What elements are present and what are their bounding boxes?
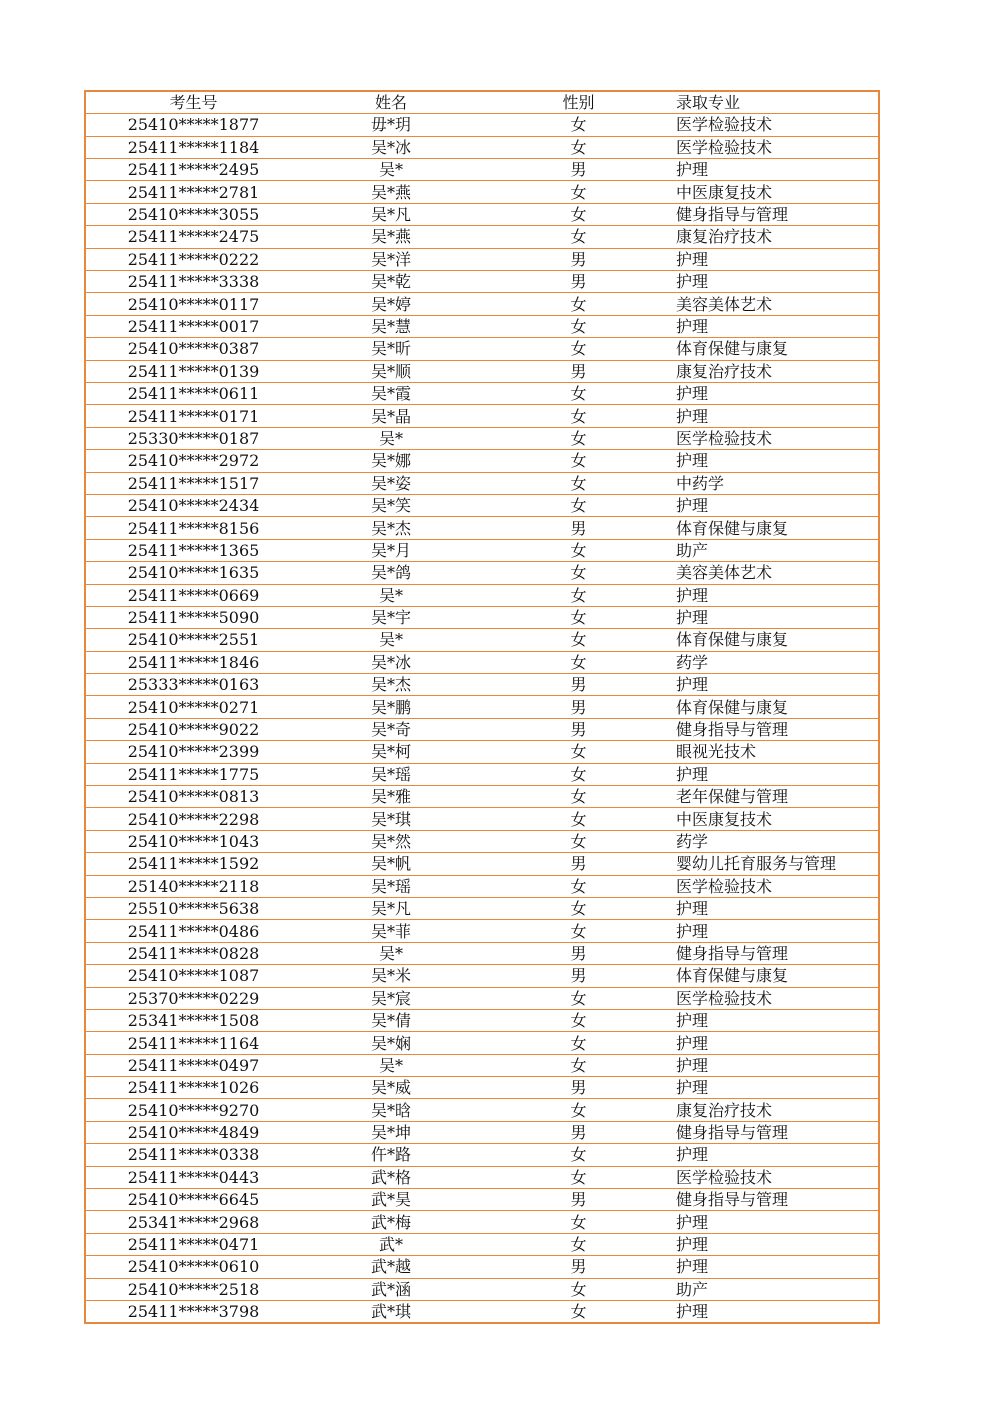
cell-major: 助产 xyxy=(676,539,879,561)
cell-sex: 女 xyxy=(481,1054,676,1076)
cell-student-id: 25411*****2475 xyxy=(85,226,301,248)
cell-name: 吴*倩 xyxy=(301,1009,481,1031)
cell-major: 体育保健与康复 xyxy=(676,965,879,987)
cell-name: 吴* xyxy=(301,584,481,606)
cell-sex: 男 xyxy=(481,248,676,270)
cell-sex: 男 xyxy=(481,517,676,539)
cell-student-id: 25410*****1043 xyxy=(85,830,301,852)
cell-sex: 男 xyxy=(481,1256,676,1278)
cell-student-id: 25411*****1365 xyxy=(85,539,301,561)
table-row xyxy=(85,763,879,785)
cell-student-id: 25411*****5090 xyxy=(85,606,301,628)
cell-sex: 男 xyxy=(481,271,676,293)
cell-name: 武*格 xyxy=(301,1166,481,1188)
table-row xyxy=(85,741,879,763)
header-student-id: 考生号 xyxy=(85,91,301,114)
header-sex: 性别 xyxy=(481,91,676,114)
cell-name: 吴*坤 xyxy=(301,1121,481,1143)
cell-student-id: 25411*****0017 xyxy=(85,315,301,337)
cell-sex: 女 xyxy=(481,472,676,494)
cell-name: 吴*帆 xyxy=(301,853,481,875)
cell-major: 护理 xyxy=(676,450,879,472)
cell-name: 武*越 xyxy=(301,1256,481,1278)
cell-name: 吴* xyxy=(301,942,481,964)
table-row xyxy=(85,1009,879,1031)
cell-sex: 女 xyxy=(481,606,676,628)
cell-sex: 女 xyxy=(481,450,676,472)
cell-major: 护理 xyxy=(676,494,879,516)
cell-major: 医学检验技术 xyxy=(676,136,879,158)
cell-sex: 女 xyxy=(481,539,676,561)
table-row xyxy=(85,1233,879,1255)
table-row xyxy=(85,1211,879,1233)
table-row xyxy=(85,1189,879,1211)
cell-major: 健身指导与管理 xyxy=(676,1189,879,1211)
cell-student-id: 25333*****0163 xyxy=(85,674,301,696)
cell-major: 药学 xyxy=(676,651,879,673)
cell-major: 护理 xyxy=(676,1077,879,1099)
cell-major: 健身指导与管理 xyxy=(676,942,879,964)
cell-major: 中医康复技术 xyxy=(676,181,879,203)
cell-sex: 女 xyxy=(481,920,676,942)
cell-sex: 女 xyxy=(481,226,676,248)
cell-sex: 女 xyxy=(481,114,676,136)
cell-sex: 男 xyxy=(481,674,676,696)
table-row xyxy=(85,136,879,158)
cell-name: 吴*宇 xyxy=(301,606,481,628)
table-row xyxy=(85,1166,879,1188)
cell-sex: 女 xyxy=(481,136,676,158)
cell-major: 美容美体艺术 xyxy=(676,293,879,315)
cell-name: 吴*姿 xyxy=(301,472,481,494)
cell-student-id: 25410*****2551 xyxy=(85,629,301,651)
table-row xyxy=(85,562,879,584)
cell-name: 吴*柯 xyxy=(301,741,481,763)
cell-major: 医学检验技术 xyxy=(676,1166,879,1188)
cell-name: 吴*菲 xyxy=(301,920,481,942)
cell-major: 助产 xyxy=(676,1278,879,1300)
table-row xyxy=(85,181,879,203)
cell-major: 中药学 xyxy=(676,472,879,494)
table-row xyxy=(85,875,879,897)
cell-major: 康复治疗技术 xyxy=(676,360,879,382)
cell-major: 康复治疗技术 xyxy=(676,1099,879,1121)
cell-student-id: 25411*****3338 xyxy=(85,271,301,293)
cell-major: 护理 xyxy=(676,763,879,785)
cell-student-id: 25410*****2518 xyxy=(85,1278,301,1300)
cell-major: 健身指导与管理 xyxy=(676,718,879,740)
cell-sex: 女 xyxy=(481,830,676,852)
cell-sex: 女 xyxy=(481,786,676,808)
cell-name: 武* xyxy=(301,1233,481,1255)
cell-major: 体育保健与康复 xyxy=(676,629,879,651)
cell-name: 吴*婷 xyxy=(301,293,481,315)
cell-name: 吴* xyxy=(301,629,481,651)
table-row xyxy=(85,1144,879,1166)
table-row xyxy=(85,629,879,651)
cell-name: 吴*威 xyxy=(301,1077,481,1099)
cell-major: 医学检验技术 xyxy=(676,987,879,1009)
cell-sex: 女 xyxy=(481,1211,676,1233)
cell-major: 护理 xyxy=(676,1009,879,1031)
cell-student-id: 25410*****3055 xyxy=(85,203,301,225)
table-row xyxy=(85,1301,879,1324)
cell-name: 吴*慧 xyxy=(301,315,481,337)
table-row xyxy=(85,338,879,360)
table-row xyxy=(85,114,879,136)
cell-name: 吴*米 xyxy=(301,965,481,987)
cell-name: 吴*月 xyxy=(301,539,481,561)
cell-student-id: 25410*****1087 xyxy=(85,965,301,987)
cell-major: 护理 xyxy=(676,1301,879,1324)
cell-name: 吴*娜 xyxy=(301,450,481,472)
cell-student-id: 25411*****8156 xyxy=(85,517,301,539)
cell-name: 吴*雅 xyxy=(301,786,481,808)
admission-table xyxy=(84,90,880,1324)
cell-name: 吴*燕 xyxy=(301,181,481,203)
cell-major: 医学检验技术 xyxy=(676,875,879,897)
cell-student-id: 25410*****2972 xyxy=(85,450,301,472)
cell-sex: 女 xyxy=(481,897,676,919)
cell-student-id: 25411*****2495 xyxy=(85,159,301,181)
cell-sex: 女 xyxy=(481,203,676,225)
table-row xyxy=(85,808,879,830)
cell-name: 吴*顺 xyxy=(301,360,481,382)
table-row xyxy=(85,674,879,696)
cell-sex: 女 xyxy=(481,987,676,1009)
cell-major: 护理 xyxy=(676,382,879,404)
table-row xyxy=(85,830,879,852)
cell-student-id: 25411*****1517 xyxy=(85,472,301,494)
table-row xyxy=(85,427,879,449)
cell-major: 护理 xyxy=(676,271,879,293)
cell-name: 仵*路 xyxy=(301,1144,481,1166)
cell-sex: 女 xyxy=(481,315,676,337)
cell-major: 护理 xyxy=(676,405,879,427)
cell-major: 医学检验技术 xyxy=(676,427,879,449)
table-row xyxy=(85,853,879,875)
cell-major: 健身指导与管理 xyxy=(676,203,879,225)
cell-major: 护理 xyxy=(676,1032,879,1054)
table-row xyxy=(85,942,879,964)
cell-name: 吴*奇 xyxy=(301,718,481,740)
cell-name: 吴*笑 xyxy=(301,494,481,516)
cell-name: 毋*玥 xyxy=(301,114,481,136)
cell-name: 吴*宸 xyxy=(301,987,481,1009)
cell-student-id: 25370*****0229 xyxy=(85,987,301,1009)
cell-name: 吴*然 xyxy=(301,830,481,852)
cell-sex: 男 xyxy=(481,853,676,875)
cell-sex: 女 xyxy=(481,875,676,897)
cell-sex: 女 xyxy=(481,494,676,516)
cell-sex: 女 xyxy=(481,1278,676,1300)
cell-sex: 女 xyxy=(481,741,676,763)
cell-sex: 女 xyxy=(481,382,676,404)
cell-name: 武*昊 xyxy=(301,1189,481,1211)
cell-major: 护理 xyxy=(676,1233,879,1255)
cell-major: 体育保健与康复 xyxy=(676,338,879,360)
cell-major: 体育保健与康复 xyxy=(676,517,879,539)
cell-student-id: 25410*****0387 xyxy=(85,338,301,360)
table-row xyxy=(85,360,879,382)
cell-student-id: 25411*****1775 xyxy=(85,763,301,785)
cell-major: 护理 xyxy=(676,248,879,270)
cell-student-id: 25411*****3798 xyxy=(85,1301,301,1324)
table-row xyxy=(85,315,879,337)
cell-student-id: 25510*****5638 xyxy=(85,897,301,919)
admission-table-sheet xyxy=(84,90,876,1324)
cell-major: 康复治疗技术 xyxy=(676,226,879,248)
cell-student-id: 25410*****2434 xyxy=(85,494,301,516)
table-row xyxy=(85,584,879,606)
cell-major: 健身指导与管理 xyxy=(676,1121,879,1143)
table-row xyxy=(85,450,879,472)
cell-student-id: 25411*****0338 xyxy=(85,1144,301,1166)
cell-major: 护理 xyxy=(676,159,879,181)
table-row xyxy=(85,718,879,740)
cell-sex: 女 xyxy=(481,651,676,673)
cell-student-id: 25410*****9270 xyxy=(85,1099,301,1121)
cell-major: 护理 xyxy=(676,1054,879,1076)
cell-student-id: 25411*****0471 xyxy=(85,1233,301,1255)
cell-major: 护理 xyxy=(676,920,879,942)
cell-student-id: 25410*****2298 xyxy=(85,808,301,830)
table-row xyxy=(85,472,879,494)
cell-student-id: 25410*****1877 xyxy=(85,114,301,136)
cell-sex: 女 xyxy=(481,338,676,360)
table-row xyxy=(85,382,879,404)
table-row xyxy=(85,920,879,942)
cell-student-id: 25411*****0486 xyxy=(85,920,301,942)
cell-sex: 女 xyxy=(481,181,676,203)
cell-student-id: 25410*****0117 xyxy=(85,293,301,315)
cell-major: 护理 xyxy=(676,606,879,628)
table-row xyxy=(85,606,879,628)
cell-sex: 女 xyxy=(481,1233,676,1255)
table-row xyxy=(85,405,879,427)
cell-name: 吴*娴 xyxy=(301,1032,481,1054)
cell-name: 吴*晗 xyxy=(301,1099,481,1121)
cell-sex: 男 xyxy=(481,718,676,740)
cell-major: 护理 xyxy=(676,1144,879,1166)
cell-name: 吴*冰 xyxy=(301,651,481,673)
cell-student-id: 25411*****0669 xyxy=(85,584,301,606)
cell-name: 吴*昕 xyxy=(301,338,481,360)
cell-sex: 男 xyxy=(481,965,676,987)
cell-major: 中医康复技术 xyxy=(676,808,879,830)
table-row xyxy=(85,517,879,539)
cell-student-id: 25411*****1184 xyxy=(85,136,301,158)
cell-student-id: 25410*****9022 xyxy=(85,718,301,740)
table-row xyxy=(85,696,879,718)
table-row xyxy=(85,965,879,987)
cell-sex: 男 xyxy=(481,942,676,964)
cell-student-id: 25341*****2968 xyxy=(85,1211,301,1233)
cell-student-id: 25410*****0610 xyxy=(85,1256,301,1278)
cell-major: 医学检验技术 xyxy=(676,114,879,136)
cell-name: 吴*瑶 xyxy=(301,763,481,785)
cell-sex: 男 xyxy=(481,159,676,181)
cell-sex: 女 xyxy=(481,1301,676,1324)
cell-sex: 女 xyxy=(481,584,676,606)
cell-major: 护理 xyxy=(676,315,879,337)
table-row xyxy=(85,539,879,561)
cell-student-id: 25411*****0222 xyxy=(85,248,301,270)
cell-major: 老年保健与管理 xyxy=(676,786,879,808)
table-row xyxy=(85,1121,879,1143)
table-header-row xyxy=(85,91,879,114)
cell-sex: 男 xyxy=(481,1121,676,1143)
table-row xyxy=(85,226,879,248)
cell-name: 吴*琪 xyxy=(301,808,481,830)
cell-sex: 女 xyxy=(481,405,676,427)
cell-sex: 女 xyxy=(481,293,676,315)
cell-student-id: 25341*****1508 xyxy=(85,1009,301,1031)
cell-name: 吴*杰 xyxy=(301,517,481,539)
table-row xyxy=(85,159,879,181)
cell-student-id: 25411*****0139 xyxy=(85,360,301,382)
cell-student-id: 25410*****1635 xyxy=(85,562,301,584)
cell-student-id: 25410*****4849 xyxy=(85,1121,301,1143)
table-row xyxy=(85,987,879,1009)
cell-name: 吴* xyxy=(301,159,481,181)
table-row xyxy=(85,786,879,808)
cell-sex: 女 xyxy=(481,763,676,785)
cell-student-id: 25330*****0187 xyxy=(85,427,301,449)
cell-student-id: 25410*****2399 xyxy=(85,741,301,763)
cell-major: 护理 xyxy=(676,584,879,606)
cell-student-id: 25410*****0813 xyxy=(85,786,301,808)
header-major-label: 录取专业 xyxy=(676,93,741,113)
cell-name: 吴*瑶 xyxy=(301,875,481,897)
table-row xyxy=(85,1054,879,1076)
table-row xyxy=(85,494,879,516)
cell-student-id: 25411*****1592 xyxy=(85,853,301,875)
header-name: 姓名 xyxy=(301,91,481,114)
cell-major: 眼视光技术 xyxy=(676,741,879,763)
cell-major: 美容美体艺术 xyxy=(676,562,879,584)
table-row xyxy=(85,1099,879,1121)
cell-name: 武*琪 xyxy=(301,1301,481,1324)
cell-major: 婴幼儿托育服务与管理 xyxy=(676,853,879,875)
cell-student-id: 25411*****1164 xyxy=(85,1032,301,1054)
table-row xyxy=(85,203,879,225)
cell-sex: 女 xyxy=(481,1009,676,1031)
cell-name: 武*涵 xyxy=(301,1278,481,1300)
cell-student-id: 25411*****0828 xyxy=(85,942,301,964)
cell-name: 吴*乾 xyxy=(301,271,481,293)
table-row xyxy=(85,248,879,270)
cell-name: 吴*洋 xyxy=(301,248,481,270)
cell-name: 吴* xyxy=(301,427,481,449)
cell-sex: 女 xyxy=(481,1032,676,1054)
cell-student-id: 25411*****0611 xyxy=(85,382,301,404)
cell-name: 吴*凡 xyxy=(301,897,481,919)
table-row xyxy=(85,1256,879,1278)
table-row xyxy=(85,1077,879,1099)
header-major xyxy=(676,91,879,114)
cell-sex: 女 xyxy=(481,1166,676,1188)
cell-sex: 女 xyxy=(481,1099,676,1121)
cell-major: 护理 xyxy=(676,674,879,696)
cell-name: 武*梅 xyxy=(301,1211,481,1233)
cell-name: 吴*霞 xyxy=(301,382,481,404)
cell-sex: 男 xyxy=(481,360,676,382)
cell-student-id: 25411*****0171 xyxy=(85,405,301,427)
table-row xyxy=(85,1032,879,1054)
cell-student-id: 25411*****1846 xyxy=(85,651,301,673)
table-row xyxy=(85,1278,879,1300)
cell-sex: 女 xyxy=(481,808,676,830)
table-body xyxy=(85,114,879,1324)
table-row xyxy=(85,271,879,293)
cell-student-id: 25140*****2118 xyxy=(85,875,301,897)
cell-student-id: 25411*****0443 xyxy=(85,1166,301,1188)
cell-student-id: 25410*****6645 xyxy=(85,1189,301,1211)
cell-name: 吴*燕 xyxy=(301,226,481,248)
cell-name: 吴*晶 xyxy=(301,405,481,427)
cell-name: 吴*鸽 xyxy=(301,562,481,584)
cell-major: 护理 xyxy=(676,897,879,919)
cell-sex: 女 xyxy=(481,562,676,584)
cell-name: 吴*凡 xyxy=(301,203,481,225)
cell-major: 体育保健与康复 xyxy=(676,696,879,718)
cell-student-id: 25411*****0497 xyxy=(85,1054,301,1076)
cell-sex: 男 xyxy=(481,1077,676,1099)
cell-student-id: 25411*****1026 xyxy=(85,1077,301,1099)
cell-major: 药学 xyxy=(676,830,879,852)
table-row xyxy=(85,293,879,315)
cell-sex: 男 xyxy=(481,1189,676,1211)
cell-major: 护理 xyxy=(676,1256,879,1278)
cell-name: 吴* xyxy=(301,1054,481,1076)
cell-sex: 男 xyxy=(481,696,676,718)
cell-sex: 女 xyxy=(481,1144,676,1166)
cell-sex: 女 xyxy=(481,629,676,651)
cell-name: 吴*杰 xyxy=(301,674,481,696)
cell-major: 护理 xyxy=(676,1211,879,1233)
table-row xyxy=(85,651,879,673)
cell-sex: 女 xyxy=(481,427,676,449)
cell-name: 吴*鹏 xyxy=(301,696,481,718)
cell-student-id: 25410*****0271 xyxy=(85,696,301,718)
cell-name: 吴*冰 xyxy=(301,136,481,158)
table-row xyxy=(85,897,879,919)
cell-student-id: 25411*****2781 xyxy=(85,181,301,203)
